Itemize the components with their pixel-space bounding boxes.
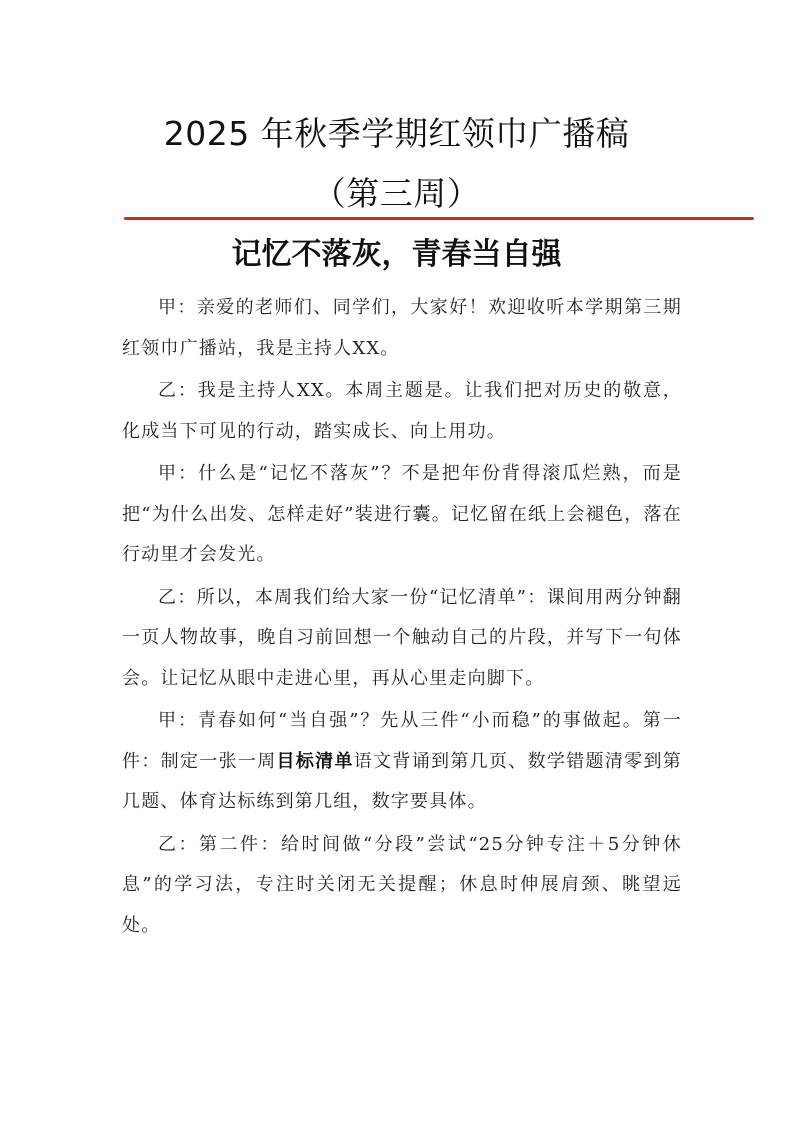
paragraph-text-continued: 语文背诵到第几页、数学错题清零到第几题、体育达标练到第几组，数字要具体。 [122, 750, 682, 812]
paragraph-text: 乙：第二件：给时间做“分段”尝试“25分钟专注＋5分钟休息”的学习法，专注时关闭无关提醒；休息时伸展肩颈、眺望远处。 [122, 833, 682, 936]
goal-list-emphasis: 目标清单 [276, 750, 354, 772]
paragraph-text: 乙：我是主持人XX。本周主题是。让我们把对历史的敬意，化成当下可见的行动，踏实成长、向上用功。 [122, 380, 682, 442]
document-subtitle-week: （第三周） [312, 174, 481, 213]
broadcast-script-body [122, 288, 682, 948]
paragraph-text: 甲：亲爱的老师们、同学们，大家好！欢迎收听本学期第三期红领巾广播站，我是主持人XX。 [122, 297, 682, 359]
paragraph-4 [122, 578, 682, 700]
paragraph-2 [122, 371, 682, 452]
paragraph-3 [122, 454, 682, 576]
paragraph-6 [122, 825, 682, 947]
paragraph-text: 乙：所以，本周我们给大家一份“记忆清单”：课间用两分钟翻一页人物故事，晚自习前回想一个触动自己的片段，并写下一句体会。让记忆从眼中走进心里，再从心里走向脚下。 [122, 586, 682, 689]
paragraph-text: 甲：什么是“记忆不落灰”？不是把年份背得滚瓜烂熟，而是把“为什么出发、怎样走好”装进行囊。记忆留在纸上会褪色，落在行动里才会发光。 [122, 463, 682, 565]
paragraph-1 [122, 288, 682, 369]
theme-headline: 记忆不落灰，青春当自强 [231, 237, 562, 272]
paragraph-text: 甲：青春如何“当自强”？先从三件“小而稳”的事做起。第一件：制定一张一周 [122, 710, 682, 772]
document-title: 2025 年秋季学期红领巾广播稿 [163, 114, 630, 153]
paragraph-5 [122, 701, 682, 823]
title-divider-rule [124, 217, 754, 220]
